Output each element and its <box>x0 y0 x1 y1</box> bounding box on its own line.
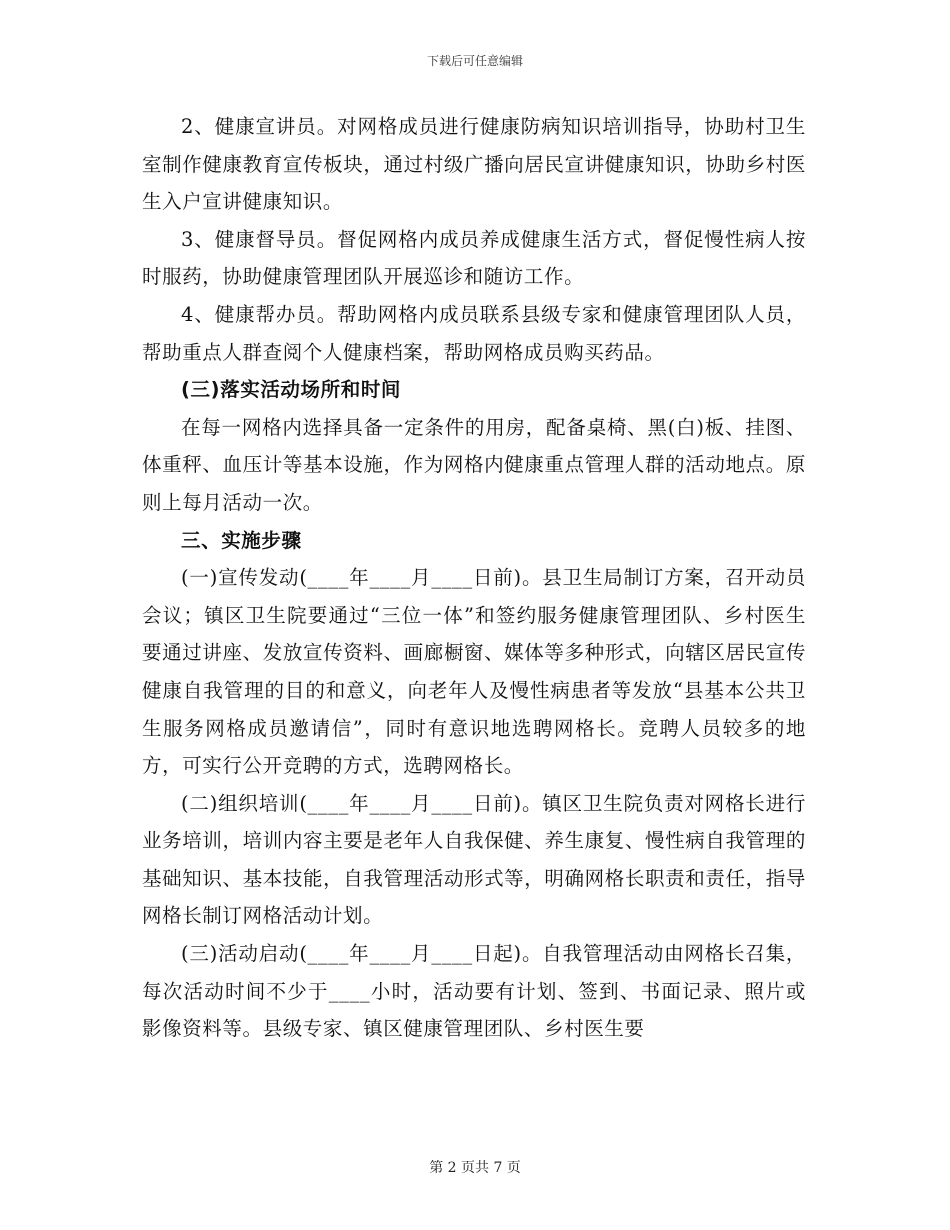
paragraph-health-helper: 4、健康帮办员。帮助网格内成员联系县级专家和健康管理团队人员，帮助重点人群查阅个人健康档案，帮助网格成员购买药品。 <box>142 302 806 364</box>
paragraph-venue-time: 在每一网格内选择具备一定条件的用房，配备桌椅、黑(白)板、挂图、体重秤、血压计等基本设施，作为网格内健康重点管理人群的活动地点。原则上每月活动一次。 <box>142 415 806 514</box>
page-header-note: 下载后可任意编辑 <box>426 54 523 68</box>
paragraph-step-training: (二)组织培训(____年____月____日前)。镇区卫生院负责对网格长进行业务培训，培训内容主要是老年人自我保健、养生康复、慢性病自我管理的基础知识、基本技能，自我管理活动形式等，明确网格长职责和责任，指导网格长制订网格活动计划。 <box>142 791 806 928</box>
section-heading-venue-time: (三)落实活动场所和时间 <box>181 378 402 402</box>
paragraph-health-supervisor: 3、健康督导员。督促网格内成员养成健康生活方式，督促慢性病人按时服药，协助健康管理团队开展巡诊和随访工作。 <box>142 227 806 289</box>
paragraph-step-launch: (三)活动启动(____年____月____日起)。自我管理活动由网格长召集，每次活动时间不少于____小时，活动要有计划、签到、书面记录、照片或影像资料等。县级专家、镇区健康管理团队、乡村医生要 <box>142 942 806 1041</box>
page-number: 第 2 页共 7 页 <box>429 1160 521 1176</box>
paragraph-health-lecturer: 2、健康宣讲员。对网格成员进行健康防病知识培训指导，协助村卫生室制作健康教育宣传板块，通过村级广播向居民宣讲健康知识，协助乡村医生入户宣讲健康知识。 <box>142 115 806 214</box>
document-body <box>142 108 806 1048</box>
paragraph-step-publicity: (一)宣传发动(____年____月____日前)。县卫生局制订方案，召开动员会议；镇区卫生院要通过“三位一体”和签约服务健康管理团队、乡村医生要通过讲座、发放宣传资料、画廊橱窗、媒体等多种形式，向辖区居民宣传健康自我管理的目的和意义，向老年人及慢性病患者等发放“县基本公共卫生服务网格成员邀请信”，同时有意识地选聘网格长。竞聘人员较多的地方，可实行公开竞聘的方式，选聘网格长。 <box>142 566 806 778</box>
section-heading-implementation-steps: 三、实施步骤 <box>181 528 302 552</box>
